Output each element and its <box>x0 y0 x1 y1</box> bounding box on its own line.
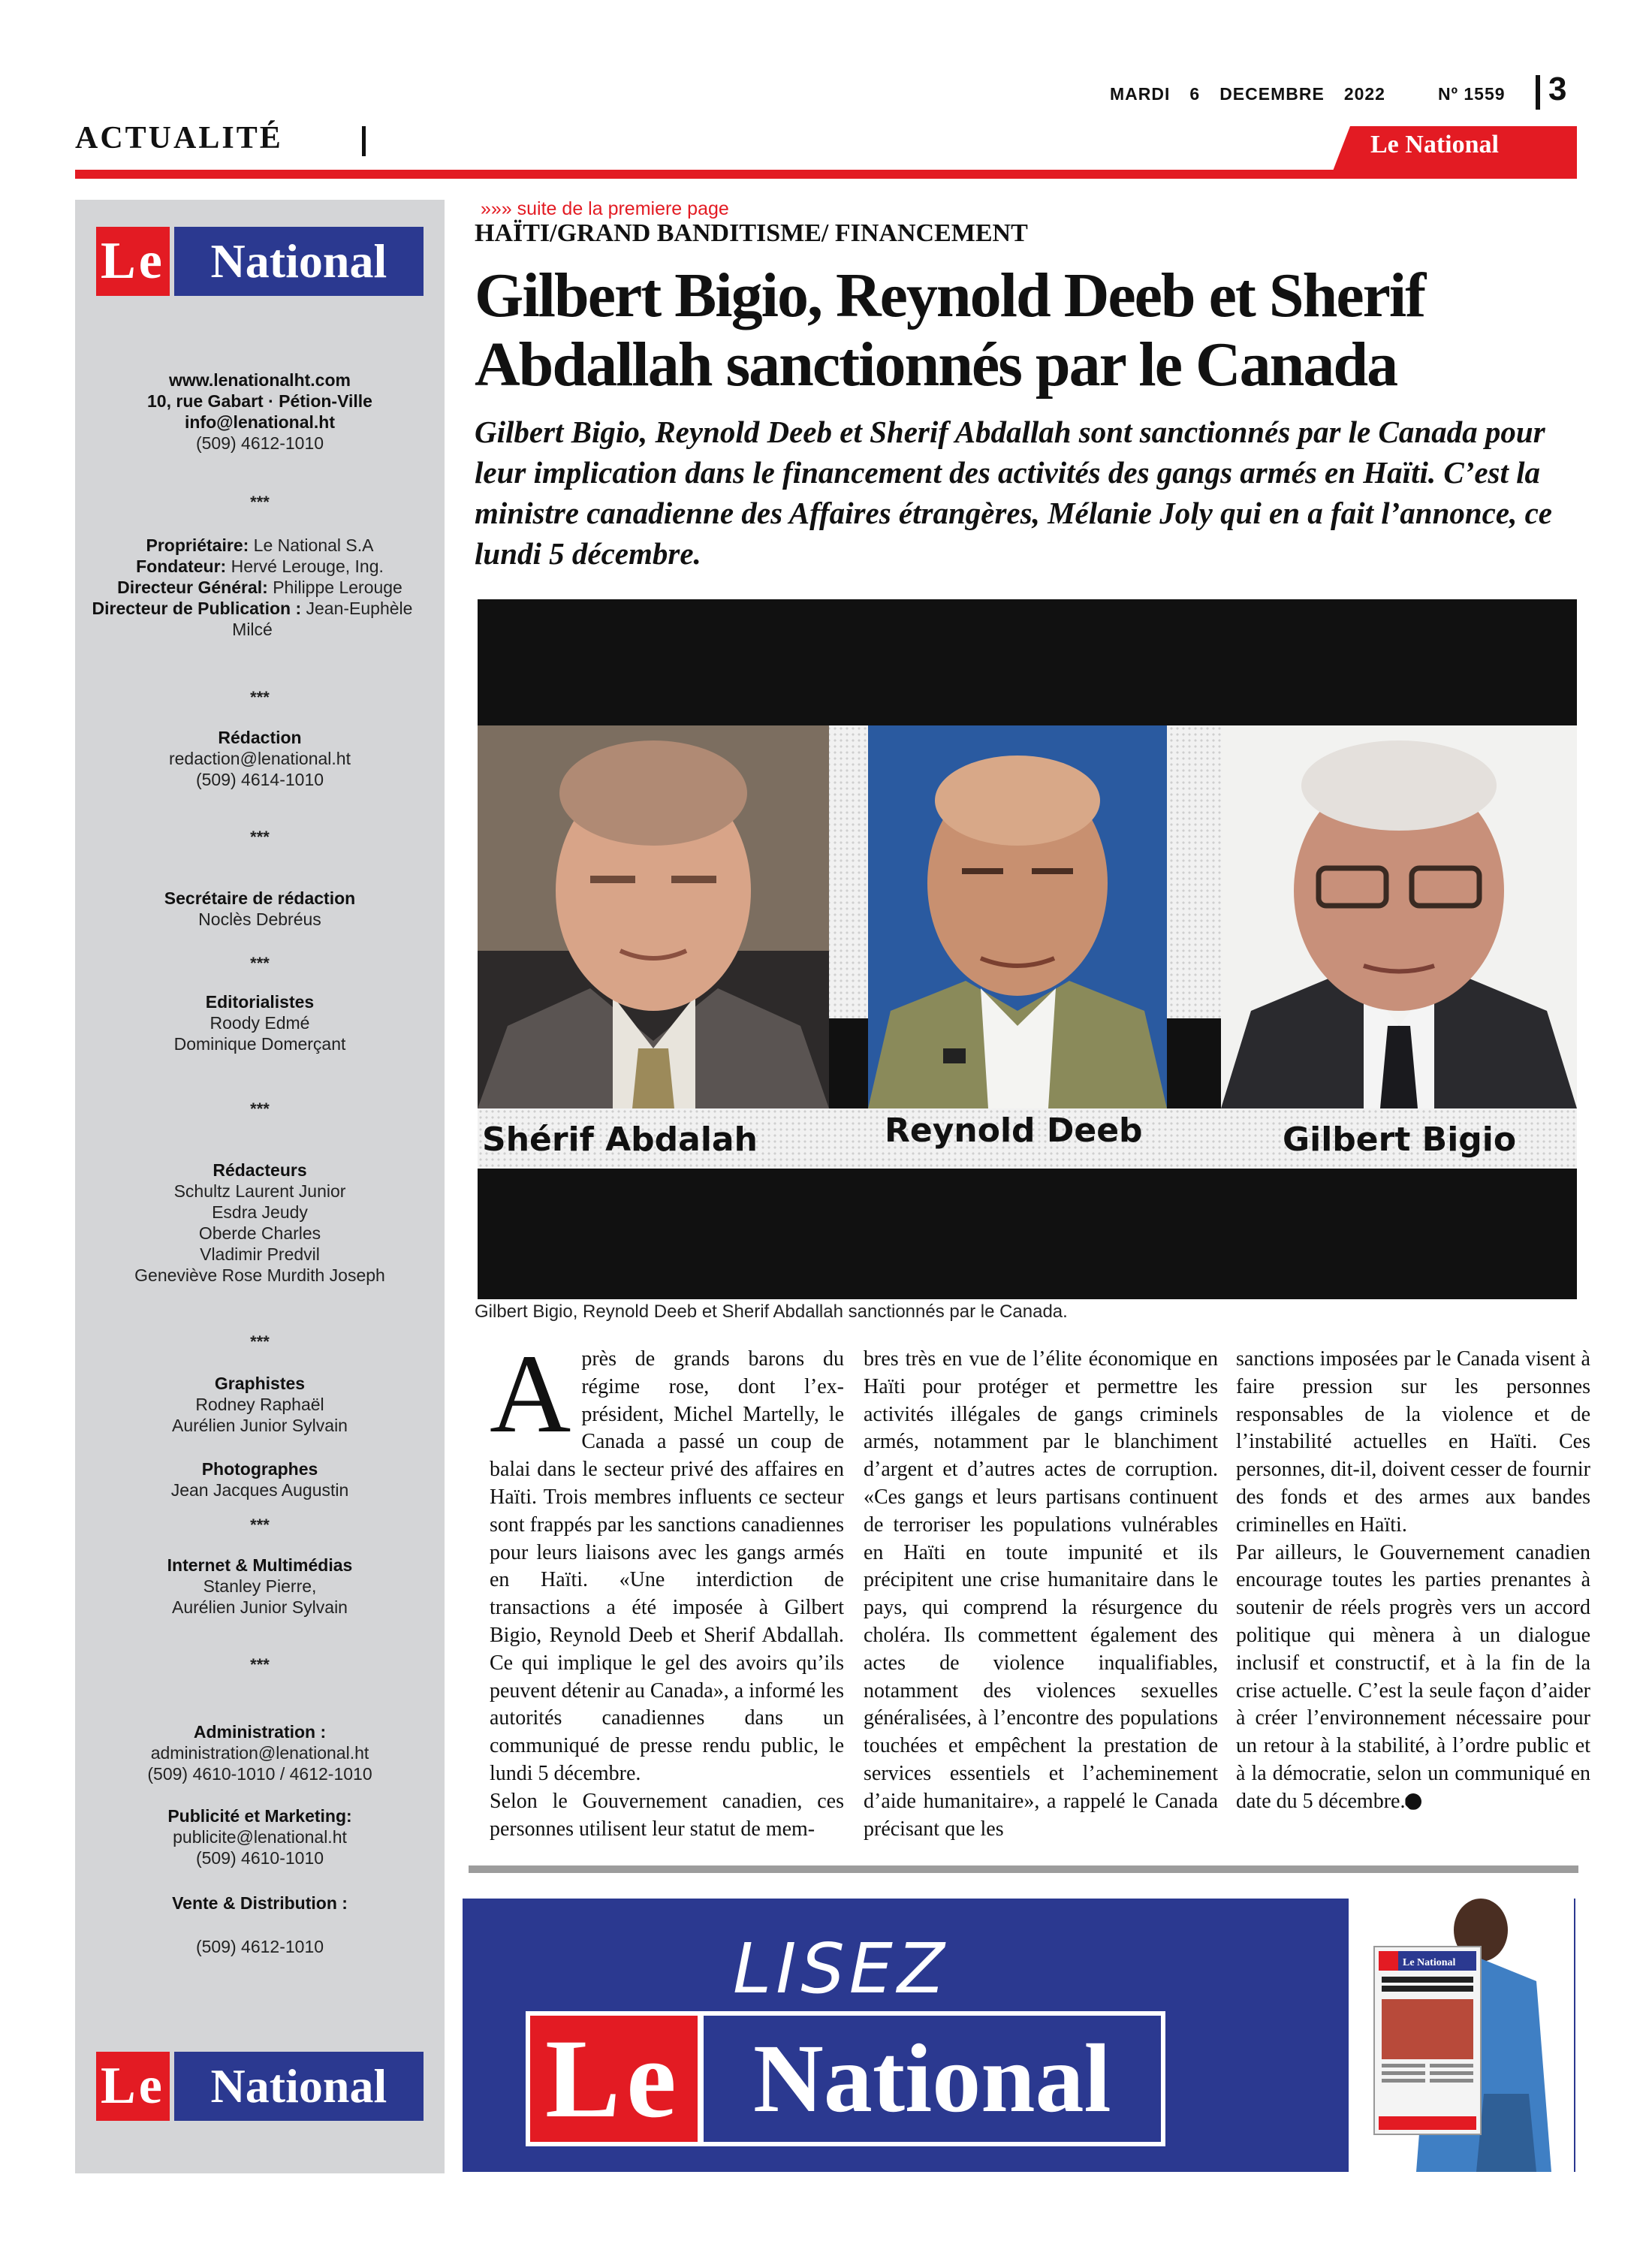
article-column-1 <box>490 1332 844 1843</box>
dg-label: Directeur Général: <box>117 578 268 597</box>
separator-stars: *** <box>250 688 270 707</box>
edition-date-number: 6 <box>1189 84 1201 104</box>
internet-name: Aurélien Junior Sylvain <box>172 1597 348 1617</box>
redaction-phone: (509) 4614-1010 <box>195 770 324 789</box>
ad-logo-national: National <box>704 2016 1161 2142</box>
graphiste-name: Aurélien Junior Sylvain <box>172 1416 348 1435</box>
portrait-sherif-abdallah <box>478 725 829 1108</box>
photographes-block <box>75 1458 445 1500</box>
editorialiste-name: Dominique Domerçant <box>173 1034 346 1054</box>
dp-label: Directeur de Publication : <box>92 599 302 618</box>
article-photo <box>478 599 1577 1299</box>
internet-name: Stanley Pierre, <box>203 1576 317 1596</box>
website-link[interactable]: www.lenationalht.com <box>169 370 351 390</box>
admin-phone: (509) 4610-1010 / 4612-1010 <box>147 1764 372 1784</box>
ad-logo <box>526 2011 1165 2146</box>
article-lede: Gilbert Bigio, Reynold Deeb et Sherif Abdallah sont sanctionnés par le Canada pour leur implication dans le financement des activités des gangs armés en Haïti. C’est la ministre canadienne des Affaires étrangères, Mélanie Joly qui en a fait l’annonce, ce lundi 5 décembre. <box>475 415 1552 571</box>
masthead-sidebar <box>75 200 445 2173</box>
separator-stars: *** <box>250 493 270 511</box>
sidebar-logo-bottom <box>96 2052 424 2121</box>
editorialistes-label: Editorialistes <box>205 992 315 1012</box>
sidebar-logo-top <box>96 227 424 296</box>
separator-stars: *** <box>250 1655 270 1674</box>
article-kicker: HAÏTI/GRAND BANDITISME/ FINANCEMENT <box>475 219 1028 247</box>
redacteur-name: Esdra Jeudy <box>212 1202 308 1222</box>
logo-national: National <box>174 2052 424 2121</box>
section-divider <box>362 126 366 156</box>
separator-stars: *** <box>250 954 270 973</box>
secretaire-name: Noclès Debréus <box>198 909 321 929</box>
ownership-block <box>75 535 445 640</box>
photographes-label: Photographes <box>201 1459 318 1479</box>
edition-month: DECEMBRE <box>1219 84 1325 104</box>
logo-national: National <box>174 227 424 296</box>
pub-label: Publicité et Marketing: <box>167 1806 352 1826</box>
edition-year: 2022 <box>1343 84 1385 104</box>
editorialiste-name: Roody Edmé <box>210 1013 310 1033</box>
owner-value: Le National S.A <box>253 535 374 555</box>
redacteur-name: Vladimir Predvil <box>200 1244 320 1264</box>
brand-tab-label: Le National <box>1370 131 1499 158</box>
editorialistes-block <box>75 991 445 1054</box>
article-headline: Gilbert Bigio, Reynold Deeb et Sherif Abdallah sanctionnés par le Canada <box>475 261 1425 400</box>
drop-cap: A <box>490 1332 571 1456</box>
portrait-gilbert-bigio-image <box>1221 725 1577 1108</box>
man-reading-newspaper-illustration <box>1349 1899 1574 2172</box>
secretaire-label: Secrétaire de rédaction <box>164 888 356 908</box>
ad-lisez-text: LISEZ <box>733 1929 949 2009</box>
article-column-3 <box>1236 1346 1590 1816</box>
graphistes-label: Graphistes <box>214 1374 306 1393</box>
internet-label: Internet & Multimédias <box>167 1555 353 1575</box>
logo-le: Le <box>96 227 170 296</box>
article-column-2 <box>864 1346 1218 1843</box>
column-1-paragraph-2: Selon le Gouvernement canadien, ces personnes utilisent leur statut de mem- <box>490 1789 844 1841</box>
photo-label-reynold: Reynold Deeb <box>885 1111 1143 1150</box>
contact-phone: (509) 4612-1010 <box>195 433 324 453</box>
founder-value: Hervé Lerouge, Ing. <box>231 556 384 576</box>
redacteurs-block <box>75 1160 445 1286</box>
photo-label-gilbert: Gilbert Bigio <box>1283 1120 1517 1159</box>
admin-label: Administration : <box>193 1722 327 1742</box>
photo-caption: Gilbert Bigio, Reynold Deeb et Sherif Abdallah sanctionnés par le Canada. <box>475 1301 1068 1322</box>
redaction-label: Rédaction <box>218 728 302 747</box>
vente-phone: (509) 4612-1010 <box>195 1937 324 1956</box>
contact-block <box>75 369 445 454</box>
redacteur-name: Oberde Charles <box>198 1223 321 1243</box>
admin-email[interactable]: administration@lenational.ht <box>150 1743 369 1763</box>
separator-stars: *** <box>250 1332 270 1351</box>
contact-email[interactable]: info@lenational.ht <box>184 412 336 432</box>
dp-value: Jean-Euphèle Milcé <box>232 599 413 639</box>
graphistes-block <box>75 1373 445 1436</box>
redaction-email[interactable]: redaction@lenational.ht <box>168 749 351 768</box>
mini-newspaper-title: Le National <box>1403 1957 1456 1968</box>
address-text: 10, rue Gabart · Pétion-Ville <box>147 391 372 411</box>
separator-stars: *** <box>250 1516 270 1534</box>
column-3-paragraph-2: Par ailleurs, le Gouvernement canadien encourage toutes les parties prenantes à soutenir de réels progrès vers un accord politique qui mènera à un dialogue inclusif et constructif, et à la fin de la crise actuelle. C’est la seule façon d’aider à créer l’environnement nécessaire pour un retour à la stabilité, à l’ordre public et à la démocratie, selon un communiqué en date du 5 décembre. <box>1236 1540 1590 1813</box>
secretaire-block <box>75 888 445 930</box>
dg-value: Philippe Lerouge <box>273 578 402 597</box>
owner-label: Propriétaire: <box>146 535 249 555</box>
column-1-paragraph-1: près de grands barons du régime rose, dont l’ex-président, Michel Martelly, le Canada a passé un coup de balai dans le secteur privé des affaires en Haïti. Trois membres influents ce secteur sont frappés par les sanctions canadiennes pour leurs liaisons avec les gangs armés en Haïti. «Une interdiction de transactions a été imposée à Gilbert Bigio, Reynold Deeb et Sherif Abdallah. Ce qui implique le gel des avoirs qu’ils peuvent détenir au Canada», a informé les autorités canadiennes dans un communiqué de presse rendu public, le lundi 5 décembre. <box>490 1347 844 1785</box>
pub-email[interactable]: publicite@lenational.ht <box>173 1827 347 1847</box>
issue-number: Nº 1559 <box>1437 84 1506 104</box>
article-end-rule <box>469 1865 1578 1873</box>
page-number-divider <box>1536 75 1540 110</box>
portrait-gilbert-bigio <box>1221 725 1577 1108</box>
column-3-paragraph-1: sanctions imposées par le Canada visent à faire pression sur les personnes responsables de la violence et de l’instabilité actuelles en Haïti. Ces personnes, dit-il, doivent cesser de fournir des fonds et des armes aux bandes criminelles en Haïti. <box>1236 1347 1590 1537</box>
portrait-reynold-deeb <box>868 725 1167 1108</box>
redacteur-name: Schultz Laurent Junior <box>173 1181 346 1201</box>
pub-phone: (509) 4610-1010 <box>195 1848 324 1868</box>
administration-block <box>75 1721 445 1784</box>
end-of-article-icon <box>1405 1793 1421 1810</box>
column-2-paragraph: bres très en vue de l’élite économique en Haïti pour protéger et permettre les activités illégales de gangs criminels armés, notamment par le blanchiment d’argent et d’autres actes de corruption. «Ces gangs et leurs partisans continuent de terroriser les populations vulnérables en Haïti en toute impunité et ils précipitent une crise humanitaire dans le pays, qui comprend la résurgence du choléra. Ils commettent également des actes de violence inqualifiables, notamment des violences sexuelles généralisées, à l’encontre des populations touchées et empêchent la prestation de services essentiels et l’acheminement d’aide humanitaire», a rappelé le Canada précisant que les <box>864 1347 1218 1841</box>
page-number: 3 <box>1548 71 1567 107</box>
internet-block <box>75 1555 445 1618</box>
lisez-le-national-ad[interactable] <box>463 1899 1575 2172</box>
ad-logo-le: Le <box>530 2016 698 2142</box>
vente-label: Vente & Distribution : <box>172 1893 348 1913</box>
separator-stars: *** <box>250 828 270 846</box>
founder-label: Fondateur: <box>136 556 227 576</box>
photo-label-sherif: Shérif Abdalah <box>482 1120 758 1159</box>
separator-stars: *** <box>250 1099 270 1118</box>
edition-day: MARDI <box>1110 84 1171 104</box>
continued-from-front-page: »»» suite de la premiere page <box>481 198 729 219</box>
portrait-sherif-abdallah-image <box>478 725 829 1108</box>
redacteur-name: Geneviève Rose Murdith Joseph <box>134 1265 385 1285</box>
publicite-block <box>75 1805 445 1868</box>
photographe-name: Jean Jacques Augustin <box>170 1480 349 1500</box>
vente-block <box>75 1893 445 1914</box>
graphiste-name: Rodney Raphaël <box>195 1395 324 1414</box>
edition-date-line <box>1110 84 1525 104</box>
redaction-block <box>75 727 445 790</box>
redacteurs-label: Rédacteurs <box>213 1160 307 1180</box>
logo-le: Le <box>96 2052 170 2121</box>
portrait-reynold-deeb-image <box>868 725 1167 1108</box>
section-title: ACTUALITÉ <box>75 121 283 155</box>
